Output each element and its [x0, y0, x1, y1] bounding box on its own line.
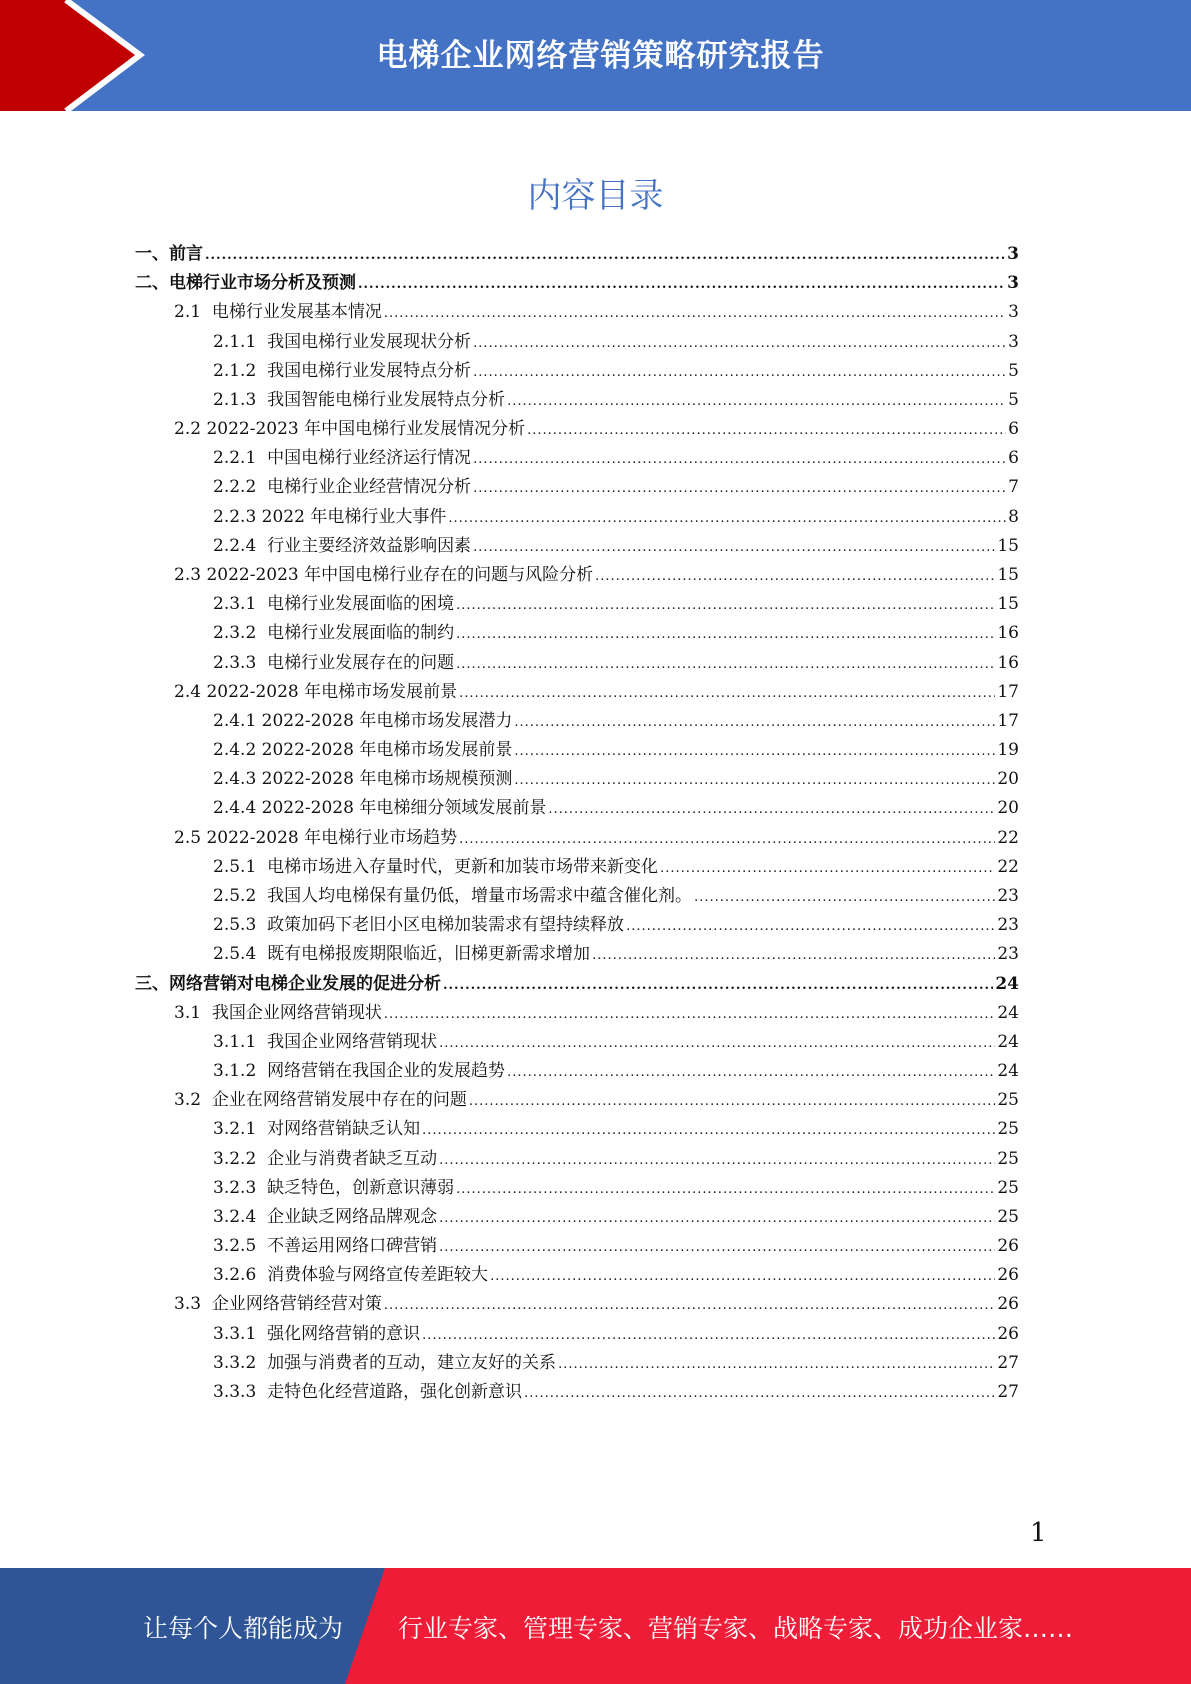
toc-entry[interactable]: [213, 1202, 1019, 1231]
toc-entry[interactable]: [174, 998, 1019, 1027]
toc-entry-page: 26: [997, 1236, 1019, 1257]
toc-entry-page: 5: [1008, 360, 1019, 381]
toc-entry[interactable]: [213, 1377, 1019, 1406]
toc-entry-label: 2.3 2022-2023 年中国电梯行业存在的问题与风险分析: [174, 564, 594, 585]
toc-entry-label: 2.5.3 政策加码下老旧小区电梯加装需求有望持续释放: [213, 915, 625, 936]
toc-entry[interactable]: [213, 356, 1019, 385]
toc-entry-label: 3.3 企业网络营销经营对策: [174, 1294, 382, 1315]
footer-slogan-right: 行业专家、管理专家、营销专家、战略专家、成功企业家……: [398, 1614, 1074, 1643]
toc-entry-label: 2.3.2 电梯行业发展面临的制约: [213, 623, 455, 644]
toc-entry-label: 3.3.1 强化网络营销的意识: [213, 1323, 421, 1344]
toc-entry-page: 23: [997, 885, 1019, 906]
toc-entry[interactable]: [213, 764, 1019, 793]
toc-entry-label: 2.2.3 2022 年电梯行业大事件: [213, 506, 447, 527]
toc-entry[interactable]: [174, 823, 1019, 852]
toc-entry-page: 7: [1008, 477, 1019, 498]
toc-entry-label: 2.2.1 中国电梯行业经济运行情况: [213, 448, 472, 469]
toc-entry[interactable]: [174, 677, 1019, 706]
toc-entry[interactable]: [213, 531, 1019, 560]
toc-entry[interactable]: [213, 1319, 1019, 1348]
toc-entry-label: 3.1 我国企业网络营销现状: [174, 1002, 382, 1023]
toc-entry[interactable]: [213, 1114, 1019, 1143]
toc-leader-dots: [384, 306, 1006, 321]
toc-entry[interactable]: [213, 881, 1019, 910]
toc-entry-page: 24: [997, 1031, 1019, 1052]
toc-entry-label: 2.4.1 2022-2028 年电梯市场发展潜力: [213, 710, 513, 731]
toc-leader-dots: [507, 394, 1006, 409]
toc-leader-dots: [384, 1298, 996, 1313]
toc-entry-label: 3.2.1 对网络营销缺乏认知: [213, 1119, 421, 1140]
toc-entry[interactable]: [213, 793, 1019, 822]
toc-leader-dots: [384, 1007, 996, 1022]
toc-entry-label: 2.4.4 2022-2028 年电梯细分领域发展前景: [213, 798, 547, 819]
footer-slogan-left: 让每个人都能成为: [143, 1614, 344, 1643]
toc-entry-label: 3.2.2 企业与消费者缺乏互动: [213, 1148, 438, 1169]
toc-leader-dots: [205, 248, 1005, 263]
toc-leader-dots: [507, 1065, 995, 1080]
toc-entry-page: 15: [997, 594, 1019, 615]
toc-entry-label: 3.1.1 我国企业网络营销现状: [213, 1031, 438, 1052]
toc-entry-page: 23: [997, 915, 1019, 936]
toc-entry-label: 3.3.2 加强与消费者的互动，建立友好的关系: [213, 1352, 557, 1373]
toc-entry-page: 15: [997, 564, 1019, 585]
toc-entry-label: 2.1.3 我国智能电梯行业发展特点分析: [213, 389, 506, 410]
toc-entry[interactable]: [213, 1231, 1019, 1260]
toc-entry[interactable]: [213, 648, 1019, 677]
toc-entry-label: 2.5.4 既有电梯报废期限临近，旧梯更新需求增加: [213, 944, 591, 965]
toc-entry-page: 25: [997, 1148, 1019, 1169]
toc-entry[interactable]: [213, 1260, 1019, 1289]
toc-entry-label: 2.5.2 我国人均电梯保有量仍低，增量市场需求中蕴含催化剂。: [213, 885, 693, 906]
toc-entry-page: 27: [997, 1352, 1019, 1373]
toc-entry-page: 25: [997, 1206, 1019, 1227]
toc-entry-page: 3: [1007, 273, 1019, 294]
toc-leader-dots: [473, 452, 1006, 467]
toc-entry-page: 5: [1008, 389, 1019, 410]
toc-entry-label: 二、电梯行业市场分析及预测: [135, 273, 356, 294]
toc-entry-label: 一、前言: [135, 244, 203, 264]
toc-leader-dots: [358, 277, 1005, 292]
toc-entry[interactable]: [135, 268, 1019, 297]
toc-entry-page: 3: [1008, 302, 1019, 323]
toc-entry[interactable]: [213, 472, 1019, 501]
toc-entry[interactable]: [174, 1085, 1019, 1114]
toc-leader-dots: [490, 1269, 995, 1284]
toc-leader-dots: [514, 773, 995, 788]
toc-entry[interactable]: [213, 1173, 1019, 1202]
toc-entry-label: 2.1.1 我国电梯行业发展现状分析: [213, 331, 472, 352]
toc-leader-dots: [626, 919, 995, 934]
toc-entry-page: 16: [997, 623, 1019, 644]
toc-entry-label: 2.1.2 我国电梯行业发展特点分析: [213, 360, 472, 381]
toc-entry-page: 6: [1008, 448, 1019, 469]
toc-entry[interactable]: [174, 297, 1019, 326]
toc-entry-page: 16: [997, 652, 1019, 673]
toc-leader-dots: [439, 1036, 995, 1051]
toc-entry-page: 22: [997, 856, 1019, 877]
toc-entry-page: 26: [997, 1323, 1019, 1344]
toc-entry[interactable]: [213, 1056, 1019, 1085]
toc-entry-page: 24: [997, 1002, 1019, 1023]
toc-entry[interactable]: [213, 443, 1019, 472]
toc-entry-page: 25: [997, 1090, 1019, 1111]
toc-leader-dots: [473, 540, 995, 555]
toc-entry-label: 2.3.3 电梯行业发展存在的问题: [213, 652, 455, 673]
toc-entry-label: 2.5.1 电梯市场进入存量时代，更新和加装市场带来新变化: [213, 856, 659, 877]
toc-leader-dots: [456, 1182, 995, 1197]
toc-entry-page: 6: [1008, 419, 1019, 440]
toc-entry-label: 2.3.1 电梯行业发展面临的困境: [213, 594, 455, 615]
toc-leader-dots: [592, 948, 995, 963]
toc-entry-label: 三、网络营销对电梯企业发展的促进分析: [135, 973, 441, 994]
toc-entry-page: 25: [997, 1119, 1019, 1140]
toc-entry-label: 3.2 企业在网络营销发展中存在的问题: [174, 1090, 467, 1111]
toc-entry-page: 26: [997, 1294, 1019, 1315]
toc-entry[interactable]: [213, 1144, 1019, 1173]
toc-leader-dots: [473, 365, 1006, 380]
toc-leader-dots: [514, 744, 995, 759]
toc-entry-page: 27: [997, 1382, 1019, 1403]
report-title: 电梯企业网络营销策略研究报告: [376, 38, 825, 74]
toc-leader-dots: [439, 1153, 995, 1168]
toc-entry-page: 24: [997, 1061, 1019, 1082]
toc-entry[interactable]: [213, 327, 1019, 356]
toc-entry[interactable]: [213, 1027, 1019, 1056]
toc-entry-page: 8: [1008, 506, 1019, 527]
toc-leader-dots: [456, 627, 995, 642]
toc-leader-dots: [456, 657, 995, 672]
toc-leader-dots: [422, 1123, 995, 1138]
toc-entry-page: 17: [997, 681, 1019, 702]
toc-leader-dots: [439, 1211, 995, 1226]
toc-entry[interactable]: [213, 852, 1019, 881]
toc-entry[interactable]: [213, 502, 1019, 531]
toc-leader-dots: [548, 802, 995, 817]
toc-entry[interactable]: [213, 939, 1019, 968]
toc-entry-page: 20: [997, 798, 1019, 819]
toc-leader-dots: [459, 686, 995, 701]
toc-heading: 内容目录: [527, 176, 664, 216]
toc-entry[interactable]: [213, 618, 1019, 647]
toc-entry[interactable]: [174, 414, 1019, 443]
toc-entry[interactable]: [174, 560, 1019, 589]
toc-leader-dots: [443, 978, 993, 993]
toc-entry-page: 24: [995, 973, 1019, 994]
toc-leader-dots: [439, 1240, 995, 1255]
toc-entry[interactable]: [213, 910, 1019, 939]
toc-entry-label: 2.2 2022-2023 年中国电梯行业发展情况分析: [174, 419, 526, 440]
toc-leader-dots: [595, 569, 995, 584]
toc-entry-label: 3.3.3 走特色化经营道路，强化创新意识: [213, 1382, 523, 1403]
toc-leader-dots: [527, 423, 1006, 438]
toc-entry-label: 2.4.2 2022-2028 年电梯市场发展前景: [213, 740, 513, 761]
page-header: [0, 0, 1191, 111]
toc-entry-label: 3.2.6 消费体验与网络宣传差距较大: [213, 1265, 489, 1286]
toc-entry[interactable]: [213, 1348, 1019, 1377]
toc-leader-dots: [514, 715, 995, 730]
toc-entry-label: 2.4.3 2022-2028 年电梯市场规模预测: [213, 769, 513, 790]
toc-entry-page: 25: [997, 1177, 1019, 1198]
toc-entry-label: 2.1 电梯行业发展基本情况: [174, 302, 382, 323]
toc-entry-page: 19: [997, 740, 1019, 761]
toc-entry-label: 2.5 2022-2028 年电梯行业市场趋势: [174, 827, 458, 848]
toc-entry-page: 22: [997, 827, 1019, 848]
toc-entry-label: 3.2.5 不善运用网络口碑营销: [213, 1236, 438, 1257]
toc-entry[interactable]: [213, 385, 1019, 414]
toc-entry[interactable]: [174, 1289, 1019, 1318]
toc-leader-dots: [694, 890, 995, 905]
toc-entry[interactable]: [135, 969, 1019, 998]
toc-entry-label: 2.4 2022-2028 年电梯市场发展前景: [174, 681, 458, 702]
toc-entry-page: 15: [997, 535, 1019, 556]
toc-entry-label: 3.2.4 企业缺乏网络品牌观念: [213, 1206, 438, 1227]
toc-leader-dots: [473, 336, 1006, 351]
toc-entry-page: 17: [997, 710, 1019, 731]
toc-leader-dots: [422, 1328, 995, 1343]
toc-entry-page: 20: [997, 769, 1019, 790]
toc-entry[interactable]: [213, 735, 1019, 764]
toc-entry[interactable]: [213, 589, 1019, 618]
toc-entry-label: 2.2.2 电梯行业企业经营情况分析: [213, 477, 472, 498]
toc-entry-page: 23: [997, 944, 1019, 965]
toc-entry-label: 3.2.3 缺乏特色，创新意识薄弱: [213, 1177, 455, 1198]
toc-leader-dots: [469, 1094, 996, 1109]
toc-leader-dots: [660, 861, 995, 876]
toc-leader-dots: [456, 598, 995, 613]
toc-leader-dots: [558, 1357, 995, 1372]
toc-leader-dots: [524, 1386, 995, 1401]
toc-entry-page: 3: [1007, 244, 1019, 264]
toc-leader-dots: [459, 832, 995, 847]
page-number: 1: [1030, 1518, 1047, 1548]
toc-entry-page: 3: [1008, 331, 1019, 352]
toc-entry[interactable]: [135, 239, 1019, 268]
toc-entry-page: 26: [997, 1265, 1019, 1286]
toc-leader-dots: [448, 511, 1006, 526]
toc-entry-label: 2.2.4 行业主要经济效益影响因素: [213, 535, 472, 556]
toc-entry-label: 3.1.2 网络营销在我国企业的发展趋势: [213, 1061, 506, 1082]
toc-leader-dots: [473, 481, 1006, 496]
page-footer: [0, 1568, 1191, 1684]
toc-entry[interactable]: [213, 706, 1019, 735]
